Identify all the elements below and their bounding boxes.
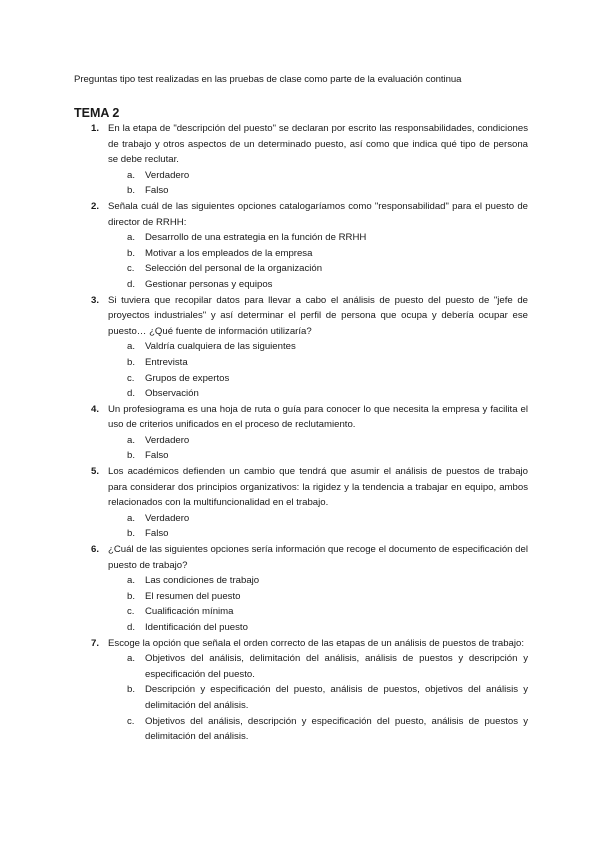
option-text: Gestionar personas y equipos: [145, 278, 273, 290]
option-text: Descripción y especificación del puesto, análisis de puestos, objetivos del análisis y delimitación del análisis.: [145, 684, 528, 711]
option-letter: c.: [127, 606, 135, 618]
question-number: 2.: [91, 200, 100, 212]
answer-option: [0, 433, 600, 449]
answer-option: [0, 355, 600, 371]
option-letter: d.: [127, 622, 136, 633]
question-list: [0, 121, 600, 745]
option-text: Las condiciones de trabajo: [145, 575, 260, 587]
answer-option: [0, 371, 600, 387]
option-letter: a.: [127, 434, 136, 446]
option-letter: b.: [127, 247, 136, 259]
option-letter: a.: [127, 575, 136, 587]
answer-option: [0, 448, 600, 464]
option-letter: a.: [127, 169, 136, 181]
option-text: Selección del personal de la organización: [145, 263, 323, 275]
question-item: [0, 464, 600, 542]
option-text: Verdadero: [145, 434, 190, 446]
option-letter: b.: [127, 356, 136, 368]
answer-option: [0, 183, 600, 199]
question-item: [0, 293, 600, 402]
answer-option: [0, 277, 600, 293]
question-text: En la etapa de "descripción del puesto" se declaran por escrito las responsabilidades, condiciones de trabajo y otros aspectos de un determinado puesto, así como que indica qué tipo de persona se debe reclutar.: [108, 123, 528, 166]
option-letter: c.: [127, 263, 135, 275]
answer-options: [0, 339, 600, 401]
question-number: 5.: [91, 466, 100, 478]
option-text: Objetivos del análisis, delimitación del análisis, análisis de puestos y descripción y especificación del puesto.: [145, 653, 528, 680]
question-item: [0, 636, 600, 745]
answer-option: [0, 511, 600, 527]
answer-option: [0, 386, 600, 402]
option-letter: b.: [127, 185, 136, 197]
question-item: [0, 121, 600, 199]
answer-option: [0, 620, 600, 636]
question-text: ¿Cuál de las siguientes opciones sería información que recoge el documento de especificación del puesto de trabajo?: [108, 544, 528, 571]
option-letter: a.: [127, 512, 136, 524]
answer-options: [0, 511, 600, 542]
question-text: Escoge la opción que señala el orden correcto de las etapas de un análisis de puestos de trabajo:: [108, 637, 525, 649]
option-text: Verdadero: [145, 169, 190, 181]
answer-option: [0, 604, 600, 620]
answer-options: [0, 168, 600, 199]
answer-option: [0, 168, 600, 184]
answer-option: [0, 526, 600, 542]
option-letter: d.: [127, 278, 136, 290]
option-letter: b.: [127, 450, 136, 462]
document-header: Preguntas tipo test realizadas en las pruebas de clase como parte de la evaluación continua: [74, 74, 462, 85]
option-text: Identificación del puesto: [145, 622, 248, 633]
answer-option: [0, 573, 600, 589]
answer-option: [0, 651, 600, 682]
question-item: [0, 199, 600, 293]
question-item: [0, 542, 600, 636]
answer-option: [0, 261, 600, 277]
question-text: Si tuviera que recopilar datos para llevar a cabo el análisis de puesto del puesto de "jefe de proyectos industriales" y así determinar el perfil de persona que ocupa y debería ocupar ese puesto… ¿Qué fuente de información utilizaría?: [108, 294, 528, 337]
answer-options: [0, 651, 600, 745]
option-text: Motivar a los empleados de la empresa: [145, 247, 313, 259]
question-number: 1.: [91, 123, 100, 134]
option-text: Cualificación mínima: [145, 606, 234, 618]
answer-option: [0, 339, 600, 355]
option-text: Falso: [145, 450, 169, 462]
question-text: Un profesiograma es una hoja de ruta o guía para conocer lo que necesita la empresa y facilita el uso de criterios unificados en el proceso de reclutamiento.: [108, 403, 528, 431]
option-letter: a.: [127, 232, 136, 244]
option-letter: b.: [127, 684, 136, 696]
option-letter: b.: [127, 528, 136, 540]
option-text: El resumen del puesto: [145, 590, 241, 602]
answer-options: [0, 433, 600, 464]
option-letter: c.: [127, 372, 135, 384]
question-number: 7.: [91, 637, 100, 649]
answer-option: [0, 589, 600, 605]
option-letter: d.: [127, 388, 136, 400]
option-text: Entrevista: [145, 356, 188, 368]
answer-option: [0, 714, 600, 745]
option-text: Grupos de expertos: [145, 372, 230, 384]
option-text: Valdría cualquiera de las siguientes: [145, 341, 296, 353]
answer-option: [0, 230, 600, 246]
answer-options: [0, 230, 600, 292]
option-letter: c.: [127, 715, 135, 727]
answer-option: [0, 246, 600, 262]
answer-option: [0, 682, 600, 713]
question-text: Señala cuál de las siguientes opciones catalogaríamos como "responsabilidad" para el puesto de director de RRHH:: [108, 200, 528, 228]
section-title: TEMA 2: [74, 106, 120, 120]
question-number: 3.: [91, 294, 100, 306]
option-text: Observación: [145, 388, 199, 400]
question-text: Los académicos defienden un cambio que tendrá que asumir el análisis de puestos de trabajo para considerar dos principios organizativos: la rigidez y la tendencia a trabajar en equipo, ambos relacionados con la multifuncionalidad en el trabajo.: [108, 466, 528, 509]
option-letter: a.: [127, 653, 136, 665]
option-letter: a.: [127, 341, 136, 353]
question-number: 4.: [91, 403, 100, 415]
answer-options: [0, 573, 600, 635]
option-letter: b.: [127, 590, 136, 602]
option-text: Falso: [145, 528, 169, 540]
question-item: [0, 402, 600, 464]
option-text: Objetivos del análisis, descripción y especificación del puesto, análisis de puestos y delimitación del análisis.: [145, 715, 528, 743]
option-text: Verdadero: [145, 512, 190, 524]
question-number: 6.: [91, 544, 100, 556]
option-text: Desarrollo de una estrategia en la función de RRHH: [145, 232, 367, 244]
option-text: Falso: [145, 185, 169, 197]
